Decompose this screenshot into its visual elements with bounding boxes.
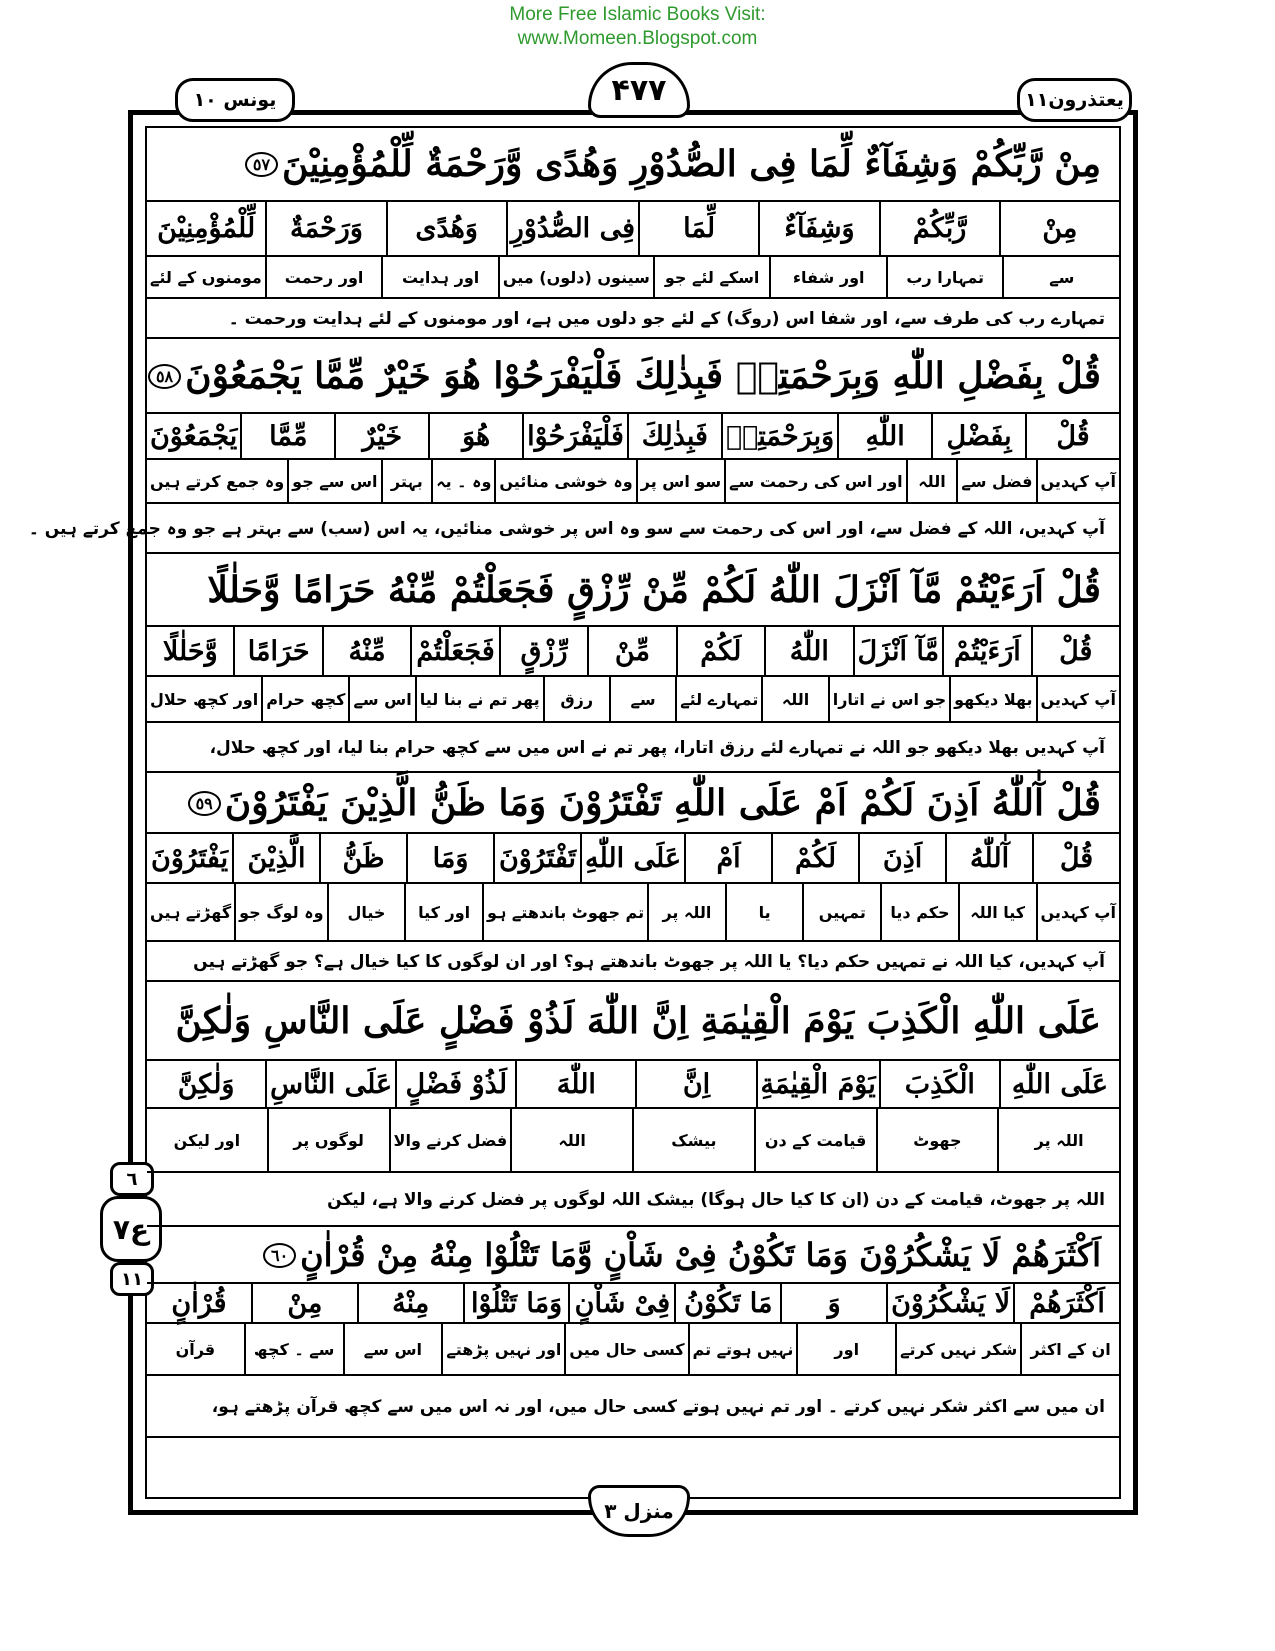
verse-text (147, 983, 1119, 1061)
promo-link-line1[interactable]: More Free Islamic Books Visit: (509, 4, 766, 25)
arabic-word: يَفْتَرُوْنَ (151, 842, 229, 874)
meaning-row (147, 257, 1119, 299)
arabic-word: عَلَى النَّاسِ (265, 1061, 395, 1107)
urdu-meaning: سے (1002, 257, 1119, 297)
margin-marker-bottom: ١١ (110, 1262, 154, 1296)
urdu-meaning: فضل کرنے والا (389, 1109, 511, 1171)
arabic-word: حَرَامًا (233, 627, 321, 675)
arabic-word: قُلْ (1025, 414, 1119, 458)
urdu-meaning: پھر تم نے بنا لیا (415, 677, 543, 721)
arabic-word: اَمْ (684, 834, 771, 882)
meaning-row (147, 677, 1119, 723)
urdu-meaning: اللہ (510, 1109, 632, 1171)
arabic-word: لَكُمْ (771, 834, 858, 882)
urdu-meaning: قیامت کے دن (754, 1109, 876, 1171)
urdu-translation: تمہارے رب کی طرف سے، اور شفا اس (روگ) کے لئے جو دلوں میں ہے، اور مومنوں کے لئے ہدایت ورحمت ۔ (147, 299, 1119, 339)
word-row (147, 414, 1119, 460)
arabic-word: الْكَذِبَ (879, 1061, 999, 1107)
verse-block (147, 1228, 1119, 1438)
header-ruku-label: یعتذرون۱۱ (1017, 78, 1132, 122)
verse-arabic: قُلْ آٰللّٰهُ اَذِنَ لَكُمْ اَمْ عَلَى اللّٰهِ تَفْتَرُوْنَ وَمَا ظَنُّ الَّذِيْنَ يَفْتَرُوْنَ (224, 782, 1101, 824)
arabic-word: وَمَا تَتْلُوْا (463, 1284, 569, 1322)
word-row (147, 1284, 1119, 1324)
arabic-word: وَ (780, 1284, 886, 1322)
arabic-word: مَا تَكُوْنُ (674, 1284, 780, 1322)
arabic-word: لَكُمْ (676, 627, 764, 675)
verse-arabic: قُلْ اَرَءَيْتُمْ مَّآ اَنْزَلَ اللّٰهُ لَكُمْ مِّنْ رِّزْقٍ فَجَعَلْتُمْ مِّنْهُ حَرَامًا وَّحَلٰلًا (207, 569, 1101, 611)
arabic-word: اللّٰهُ (764, 627, 852, 675)
arabic-word: وَرَحْمَةٌ (265, 202, 385, 255)
arabic-word: مِنْهُ (357, 1284, 463, 1322)
urdu-meaning: جو اس نے اتارا (828, 677, 949, 721)
verse-block (147, 774, 1119, 982)
arabic-word: هُوَ (428, 414, 522, 458)
arabic-word: لِّلْمُؤْمِنِيْنَ (157, 213, 256, 244)
arabic-word: قُرْاٰنٍ (171, 1287, 227, 1319)
ayah-number: ٥٩ (188, 791, 221, 816)
urdu-meaning: بیشک (632, 1109, 754, 1171)
urdu-meaning: کچھ حرام (261, 677, 348, 721)
word-row (147, 834, 1119, 884)
urdu-meaning: بہتر (381, 460, 432, 502)
urdu-meaning: کسی حال میں (564, 1324, 687, 1374)
arabic-word: بِفَضْلِ (931, 414, 1025, 458)
verse-block (147, 983, 1119, 1227)
word-row (147, 202, 1119, 257)
arabic-word: وَلٰكِنَّ (177, 1068, 235, 1100)
urdu-meaning: اسکے لئے جو (653, 257, 770, 297)
arabic-word: اللّٰهَ (515, 1061, 635, 1107)
urdu-meaning: یا (725, 884, 803, 940)
urdu-meaning: تمہیں (802, 884, 880, 940)
arabic-word: عَلَى اللّٰهِ (580, 834, 684, 882)
arabic-word: الَّذِيْنَ (232, 834, 319, 882)
urdu-meaning: حکم دیا (880, 884, 958, 940)
arabic-word: ظَنُّ (319, 834, 406, 882)
arabic-word: مِّمَّا (240, 414, 334, 458)
urdu-meaning: اللہ پر (647, 884, 725, 940)
meaning-row (147, 884, 1119, 942)
urdu-meaning: کیا اللہ (958, 884, 1036, 940)
urdu-translation: آپ کہدیں، اللہ کے فضل سے، اور اس کی رحمت سے سو وہ اس پر خوشی منائیں، یہ اس (سب) سے بہتر ہے جو وہ جمع کرتے ہیں ۔ (147, 504, 1119, 554)
arabic-word: مِّنْ (587, 627, 675, 675)
urdu-meaning: اور (796, 1324, 895, 1374)
meaning-row (147, 460, 1119, 504)
urdu-translation: ان میں سے اکثر شکر نہیں کرتے ۔ اور تم نہیں ہوتے کسی حال میں، اور نہ اس میں سے کچھ قرآن پڑھتے ہو، (147, 1376, 1119, 1438)
arabic-word: وَمَا (406, 834, 493, 882)
arabic-word: وَبِرَحْمَتِهٖ (721, 414, 837, 458)
urdu-translation: آپ کہدیں بھلا دیکھو جو اللہ نے تمہارے لئے رزق اتارا، پھر تم نے اس میں سے کچھ حرام بنا لیا، اور کچھ حلال، (147, 723, 1119, 773)
ayah-number: ٥٨ (148, 364, 181, 389)
urdu-meaning: لوگوں پر (267, 1109, 389, 1171)
arabic-word: تَفْتَرُوْنَ (493, 834, 580, 882)
urdu-meaning: تمہارے لئے (675, 677, 761, 721)
header-surah-label: یونس ۱۰ (175, 78, 295, 122)
urdu-meaning: اور کیا (404, 884, 482, 940)
urdu-meaning: اللہ پر (997, 1109, 1119, 1171)
urdu-meaning: وہ لوگ جو (234, 884, 326, 940)
arabic-word: لَذُوْ فَضْلٍ (395, 1061, 515, 1107)
urdu-meaning: فضل سے (956, 460, 1035, 502)
urdu-meaning: بھلا دیکھو (949, 677, 1035, 721)
arabic-word: اِنَّ (635, 1061, 755, 1107)
arabic-word: عَلَى اللّٰهِ (999, 1061, 1119, 1107)
ayah-number: ٥٧ (245, 152, 278, 177)
ayah-number: ٦٠ (263, 1243, 296, 1268)
urdu-meaning: اور نہیں پڑھتے (441, 1324, 564, 1374)
page-number: ۴۷۷ (588, 62, 690, 118)
arabic-word: فِى الصُّدُوْرِ (506, 202, 638, 255)
urdu-meaning: اس سے (348, 677, 414, 721)
arabic-word: فَلْيَفْرَحُوْا (522, 414, 627, 458)
urdu-meaning: وہ خوشی منائیں (494, 460, 635, 502)
verse-block (147, 555, 1119, 773)
margin-marker-ruku: ع٧ (100, 1196, 162, 1262)
verse-block (147, 128, 1119, 339)
meaning-row (147, 1109, 1119, 1173)
manzil-label: منزل ۳ (588, 1485, 690, 1537)
arabic-word: يَجْمَعُوْنَ (149, 420, 238, 452)
arabic-word: قُلْ (1032, 834, 1119, 882)
urdu-meaning: سے (609, 677, 675, 721)
arabic-word: اللّٰهِ (837, 414, 931, 458)
arabic-word: اَذِنَ (858, 834, 945, 882)
arabic-word: وَهُدًى (386, 202, 506, 255)
word-row (147, 1061, 1119, 1109)
meaning-row (147, 1324, 1119, 1376)
arabic-word: يَوْمَ الْقِيٰمَةِ (756, 1061, 879, 1107)
urdu-meaning: جھوٹ (876, 1109, 998, 1171)
urdu-meaning: گھڑتے ہیں (150, 902, 232, 922)
arabic-word: مِنْ (999, 202, 1119, 255)
urdu-meaning: اور لیکن (173, 1130, 241, 1150)
urdu-translation: اللہ پر جھوٹ، قیامت کے دن (ان کا کیا حال ہوگا) بیشک اللہ لوگوں پر فضل کرنے والا ہے، لیکن (147, 1173, 1119, 1227)
verse-arabic: عَلَى اللّٰهِ الْكَذِبَ يَوْمَ الْقِيٰمَةِ اِنَّ اللّٰهَ لَذُوْ فَضْلٍ عَلَى النَّاسِ وَلٰكِنَّ (175, 1000, 1101, 1042)
urdu-meaning: قرآن (175, 1339, 216, 1359)
arabic-word: فِىْ شَاْنٍ (568, 1284, 674, 1322)
urdu-meaning: شکر نہیں کرتے (895, 1324, 1020, 1374)
arabic-word: اَرَءَيْتُمْ (942, 627, 1030, 675)
arabic-word: لِّمَا (638, 202, 758, 255)
urdu-meaning: وہ جمع کرتے ہیں (149, 471, 285, 491)
arabic-word: وَشِفَآءٌ (758, 202, 878, 255)
urdu-meaning: رزق (543, 677, 609, 721)
arabic-word: رَّبِّكُمْ (879, 202, 999, 255)
arabic-word: خَيْرٌ (334, 414, 428, 458)
urdu-meaning: اور رحمت (265, 257, 382, 297)
arabic-word: قُلْ (1031, 627, 1119, 675)
arabic-word: مِّنْهُ (322, 627, 410, 675)
verse-text (147, 1228, 1119, 1284)
verse-block (28, 340, 1119, 554)
verse-text (147, 340, 1119, 414)
urdu-meaning: اللہ (906, 460, 957, 502)
urdu-meaning: آپ کہدیں (1036, 460, 1119, 502)
verse-arabic: مِنْ رَّبِّكُمْ وَشِفَآءٌ لِّمَا فِى الصُّدُوْرِ وَهُدًى وَّرَحْمَةٌ لِّلْمُؤْمِنِيْنَ (282, 143, 1101, 185)
urdu-meaning: آپ کہدیں (1036, 884, 1119, 940)
urdu-meaning: اور کچھ حلال (149, 689, 259, 709)
arabic-word: فَبِذٰلِكَ (627, 414, 721, 458)
urdu-meaning: اور ہدایت (381, 257, 498, 297)
urdu-meaning: سے ۔ کچھ (244, 1324, 343, 1374)
urdu-meaning: وہ ۔ یہ (431, 460, 494, 502)
verse-text (147, 774, 1119, 834)
urdu-meaning: اس سے (343, 1324, 442, 1374)
promo-link-line2[interactable]: www.Momeen.Blogspot.com (517, 28, 758, 49)
urdu-meaning: نہیں ہوتے تم (688, 1324, 797, 1374)
arabic-word: فَجَعَلْتُمْ (410, 627, 498, 675)
verse-text (147, 128, 1119, 202)
arabic-word: وَّحَلٰلًا (162, 635, 218, 667)
arabic-word: اَكْثَرَهُمْ (1013, 1284, 1119, 1322)
urdu-meaning: اور شفاء (769, 257, 886, 297)
urdu-translation: آپ کہدیں، کیا اللہ نے تمہیں حکم دیا؟ یا اللہ پر جھوٹ باندھتے ہو؟ اور ان لوگوں کا کیا خیال ہے؟ جو گھڑتے ہیں (147, 942, 1119, 982)
urdu-meaning: ان کے اکثر (1020, 1324, 1119, 1374)
arabic-word: لَا يَشْكُرُوْنَ (886, 1284, 1013, 1322)
urdu-meaning: سینوں (دلوں) میں (498, 257, 653, 297)
urdu-meaning: خیال (327, 884, 405, 940)
urdu-meaning: سو اس پر (636, 460, 724, 502)
margin-marker-top: ٦ (110, 1162, 154, 1196)
urdu-meaning: اس سے جو (287, 460, 380, 502)
verse-text (147, 555, 1119, 627)
word-row (147, 627, 1119, 677)
urdu-meaning: اور اس کی رحمت سے (724, 460, 906, 502)
verse-arabic: قُلْ بِفَضْلِ اللّٰهِ وَبِرَحْمَتِهٖ فَبِذٰلِكَ فَلْيَفْرَحُوْا هُوَ خَيْرٌ مِّمَّا يَجْمَعُوْنَ (185, 355, 1101, 397)
arabic-word: رِّزْقٍ (499, 627, 587, 675)
urdu-meaning: تمہارا رب (886, 257, 1003, 297)
urdu-meaning: مومنوں کے لئے (150, 267, 262, 287)
urdu-meaning: اللہ (761, 677, 827, 721)
arabic-word: مَّآ اَنْزَلَ (853, 627, 943, 675)
urdu-meaning: آپ کہدیں (1036, 677, 1119, 721)
urdu-meaning: تم جھوٹ باندھتے ہو (482, 884, 647, 940)
arabic-word: آٰللّٰهُ (945, 834, 1032, 882)
verse-arabic: اَكْثَرَهُمْ لَا يَشْكُرُوْنَ وَمَا تَكُوْنُ فِىْ شَاْنٍ وَّمَا تَتْلُوْا مِنْهُ مِنْ قُرْاٰنٍ (300, 1236, 1101, 1274)
arabic-word: مِنْ (251, 1284, 357, 1322)
